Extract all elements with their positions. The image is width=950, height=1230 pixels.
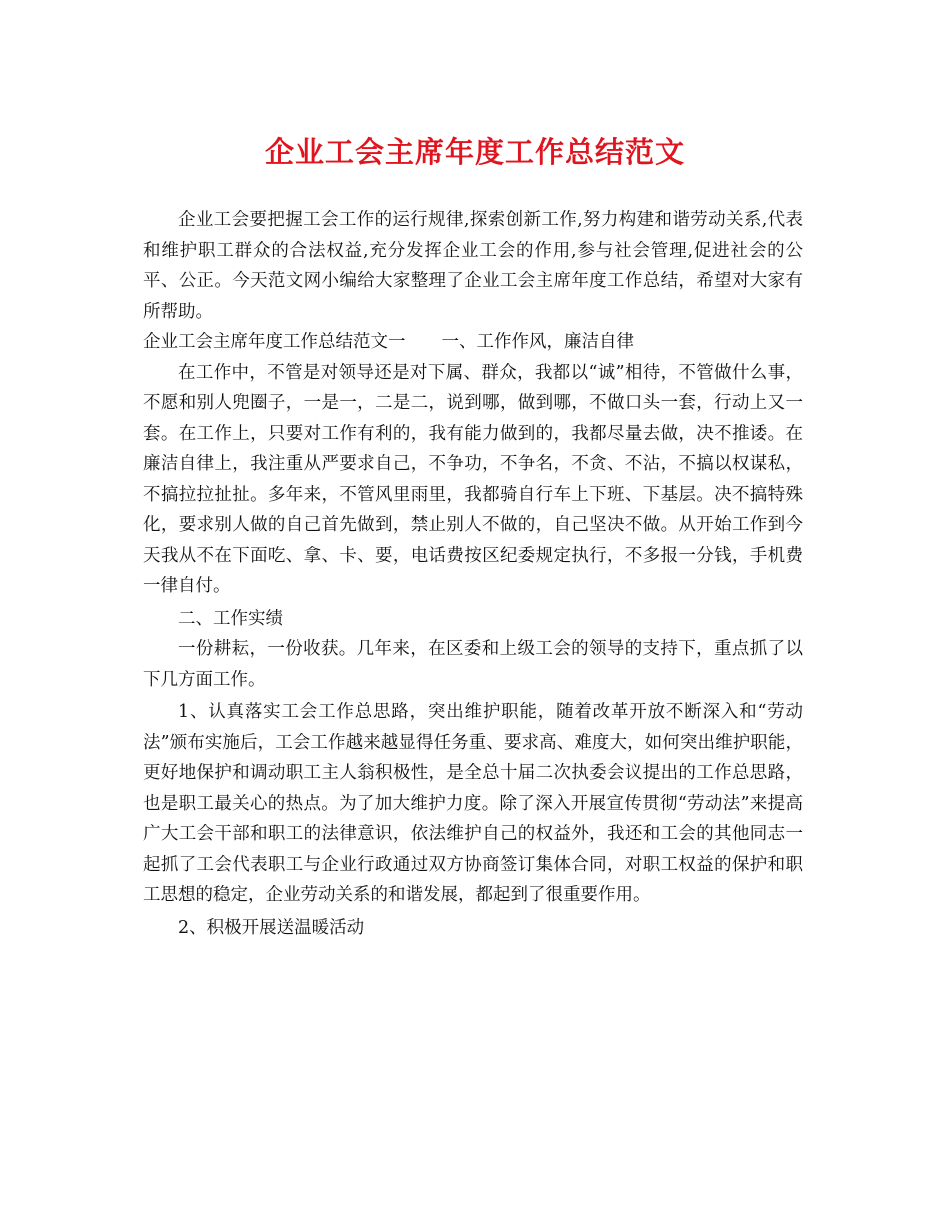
achievements-heading: 二、工作实绩 [178, 608, 283, 629]
section-heading [143, 327, 803, 358]
section-heading-right: 一、工作作风，廉洁自律 [441, 332, 634, 352]
intro-paragraph: 企业工会要把握工会工作的运行规律,探索创新工作,努力构建和谐劳动关系,代表和维护职工群众的合法权益,充分发挥企业工会的作用,参与社会管理,促进社会的公平、公正。今天范文网小编给大家整理了企业工会主席年度工作总结，希望对大家有所帮助。 [143, 210, 803, 322]
section-heading-left: 企业工会主席年度工作总结范文一 [143, 332, 406, 352]
item2-heading: 2、积极开展送温暖活动 [178, 917, 365, 938]
document-title: 企业工会主席年度工作总结范文 [264, 135, 685, 169]
work-style-paragraph: 在工作中，不管是对领导还是对下属、群众，我都以“诚”相待，不管做什么事，不愿和别人兜圈子，一是一，二是二，说到哪，做到哪，不做口头一套，行动上又一套。在工作上，只要对工作有利的，我有能力做到的，我都尽量去做，决不推诿。在廉洁自律上，我注重从严要求自己，不争功，不争名，不贪、不沾，不搞以权谋私，不搞拉拉扯扯。多年来，不管风里雨里，我都骑自行车上下班、下基层。决不搞特殊化，要求别人做的自己首先做到，禁止别人不做的，自己坚决不做。从开始工作到今天我从不在下面吃、拿、卡、要，电话费按区纪委规定执行，不多报一分钱，手机费一律自付。 [143, 362, 803, 596]
document-body [143, 205, 803, 943]
achievements-paragraph: 一份耕耘，一份收获。几年来，在区委和上级工会的领导的支持下，重点抓了以下几方面工作。 [143, 639, 803, 690]
item1-paragraph: 1、认真落实工会工作总思路，突出维护职能，随着改革开放不断深入和“劳动法”颁布实施后，工会工作越来越显得任务重、要求高、难度大，如何突出维护职能，更好地保护和调动职工主人翁积极性，是全总十届二次执委会议提出的工作总思路，也是职工最关心的热点。为了加大维护力度。除了深入开展宣传贯彻“劳动法”来提高广大工会干部和职工的法律意识，依法维护自己的权益外，我还和工会的其他同志一起抓了工会代表职工与企业行政通过双方协商签订集体合同，对职工权益的保护和职工思想的稳定，企业劳动关系的和谐发展，都起到了很重要作用。 [143, 702, 803, 905]
